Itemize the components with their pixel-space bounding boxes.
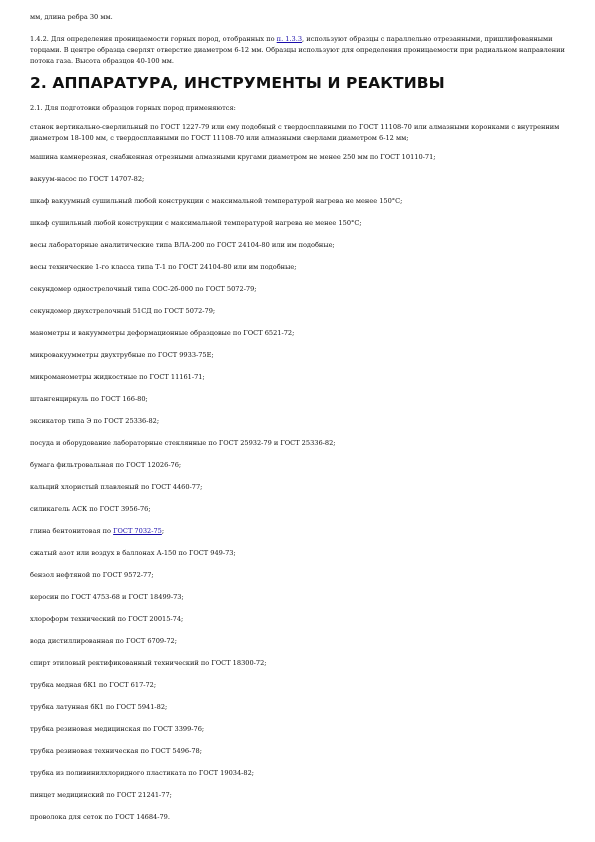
list-item: секундомер однострелочный типа СОС-2б-000 по ГОСТ 5072-79; xyxy=(30,285,257,293)
list-item: секундомер двухстрелочный 51СД по ГОСТ 5072-79; xyxy=(30,307,216,315)
list-item: пинцет медицинский по ГОСТ 21241-77; xyxy=(30,791,172,799)
intro-paragraph xyxy=(30,34,570,67)
list-item: станок вертикально-сверлильный по ГОСТ 1227-79 или ему подобный с твердосплавными по ГОСТ 11108-70 или алмазными коронками с внутренним диаметром 18-100 мм, с твердосплавными по ГОСТ 11108-70 или алмазными сверлами диаметром 6-12 мм; xyxy=(30,123,560,142)
list-item: кальций хлористый плавленый по ГОСТ 4460-77; xyxy=(30,483,203,491)
list-item: манометры и вакуумметры деформационные образцовые по ГОСТ 6521-72; xyxy=(30,329,295,337)
list-item: бумага фильтровальная по ГОСТ 12026-76; xyxy=(30,461,182,469)
list-item: весы лабораторные аналитические типа ВЛА-200 по ГОСТ 24104-80 или им подобные; xyxy=(30,241,335,249)
list-item: сжатый азот или воздух в баллонах А-150 по ГОСТ 949-73; xyxy=(30,549,236,557)
list-item: эксикатор типа Э по ГОСТ 25336-82; xyxy=(30,417,160,425)
gost-link[interactable]: ГОСТ 7032-75 xyxy=(113,527,162,535)
equipment-list xyxy=(30,122,570,823)
list-item-text: глина бентонитовая по xyxy=(30,527,114,535)
list-item: шкаф сушильный любой конструкции с максимальной температурой нагрева не менее 150°С; xyxy=(30,219,362,227)
clause-link[interactable]: п. 1.3.3 xyxy=(276,35,303,43)
list-item: трубка медная бК1 по ГОСТ 617-72; xyxy=(30,681,157,689)
intro-line: мм, длина ребра 30 мм. xyxy=(30,13,113,21)
list-item: проволока для сеток по ГОСТ 14684-79. xyxy=(30,813,170,821)
intro-text-start: 1.4.2. Для определения проницаемости горных пород, отобранных по xyxy=(30,35,277,43)
list-item: весы технические 1-го класса типа Т-1 по ГОСТ 24104-80 или им подобные; xyxy=(30,263,297,271)
list-item: машина камнерезная, снабженная отрезными алмазными кругами диаметром не менее 250 мм по ГОСТ 10110-71; xyxy=(30,153,436,161)
list-item: спирт этиловый ректификованный технический по ГОСТ 18300-72; xyxy=(30,659,267,667)
list-item: микроманометры жидкостные по ГОСТ 11161-71; xyxy=(30,373,205,381)
list-item: микровакуумметры двухтрубные по ГОСТ 9933-75Е; xyxy=(30,351,214,359)
list-item: вода дистиллированная по ГОСТ 6709-72; xyxy=(30,637,177,645)
section-subheading: 2.1. Для подготовки образцов горных пород применяются: xyxy=(30,104,236,112)
section-heading: 2. АППАРАТУРА, ИНСТРУМЕНТЫ И РЕАКТИВЫ xyxy=(30,74,445,92)
document-page xyxy=(30,12,570,834)
intro-text-end: , используют образцы с параллельно отрезанными, пришлифованными торцами. В центре образца сверлят отверстие диаметром 6-12 мм. Образцы используют для определения проницаемости при радиальном направлении потока газа. Высота образцов 40-100 мм. xyxy=(30,35,565,65)
list-item: штангенциркуль по ГОСТ 166-80; xyxy=(30,395,148,403)
list-item: силикагель АСК по ГОСТ 3956-76; xyxy=(30,505,151,513)
list-item: хлороформ технический по ГОСТ 20015-74; xyxy=(30,615,184,623)
list-item-tail: ; xyxy=(161,527,165,535)
list-item: вакуум-насос по ГОСТ 14707-82; xyxy=(30,175,145,183)
list-item: трубка резиновая техническая по ГОСТ 5496-78; xyxy=(30,747,202,755)
list-item: керосин по ГОСТ 4753-68 и ГОСТ 18499-73; xyxy=(30,593,184,601)
list-item: трубка латунная бК1 по ГОСТ 5941-82; xyxy=(30,703,168,711)
list-item xyxy=(30,526,570,537)
list-item: шкаф вакуумный сушильный любой конструкции с максимальной температурой нагрева не менее 150°С; xyxy=(30,197,403,205)
list-item: трубка резиновая медицинская по ГОСТ 3399-76; xyxy=(30,725,205,733)
list-item: посуда и оборудование лабораторные стеклянные по ГОСТ 25932-79 и ГОСТ 25336-82; xyxy=(30,439,336,447)
list-item: трубка из поливинилхлоридного пластиката по ГОСТ 19034-82; xyxy=(30,769,254,777)
list-item: бензол нефтяной по ГОСТ 9572-77; xyxy=(30,571,154,579)
